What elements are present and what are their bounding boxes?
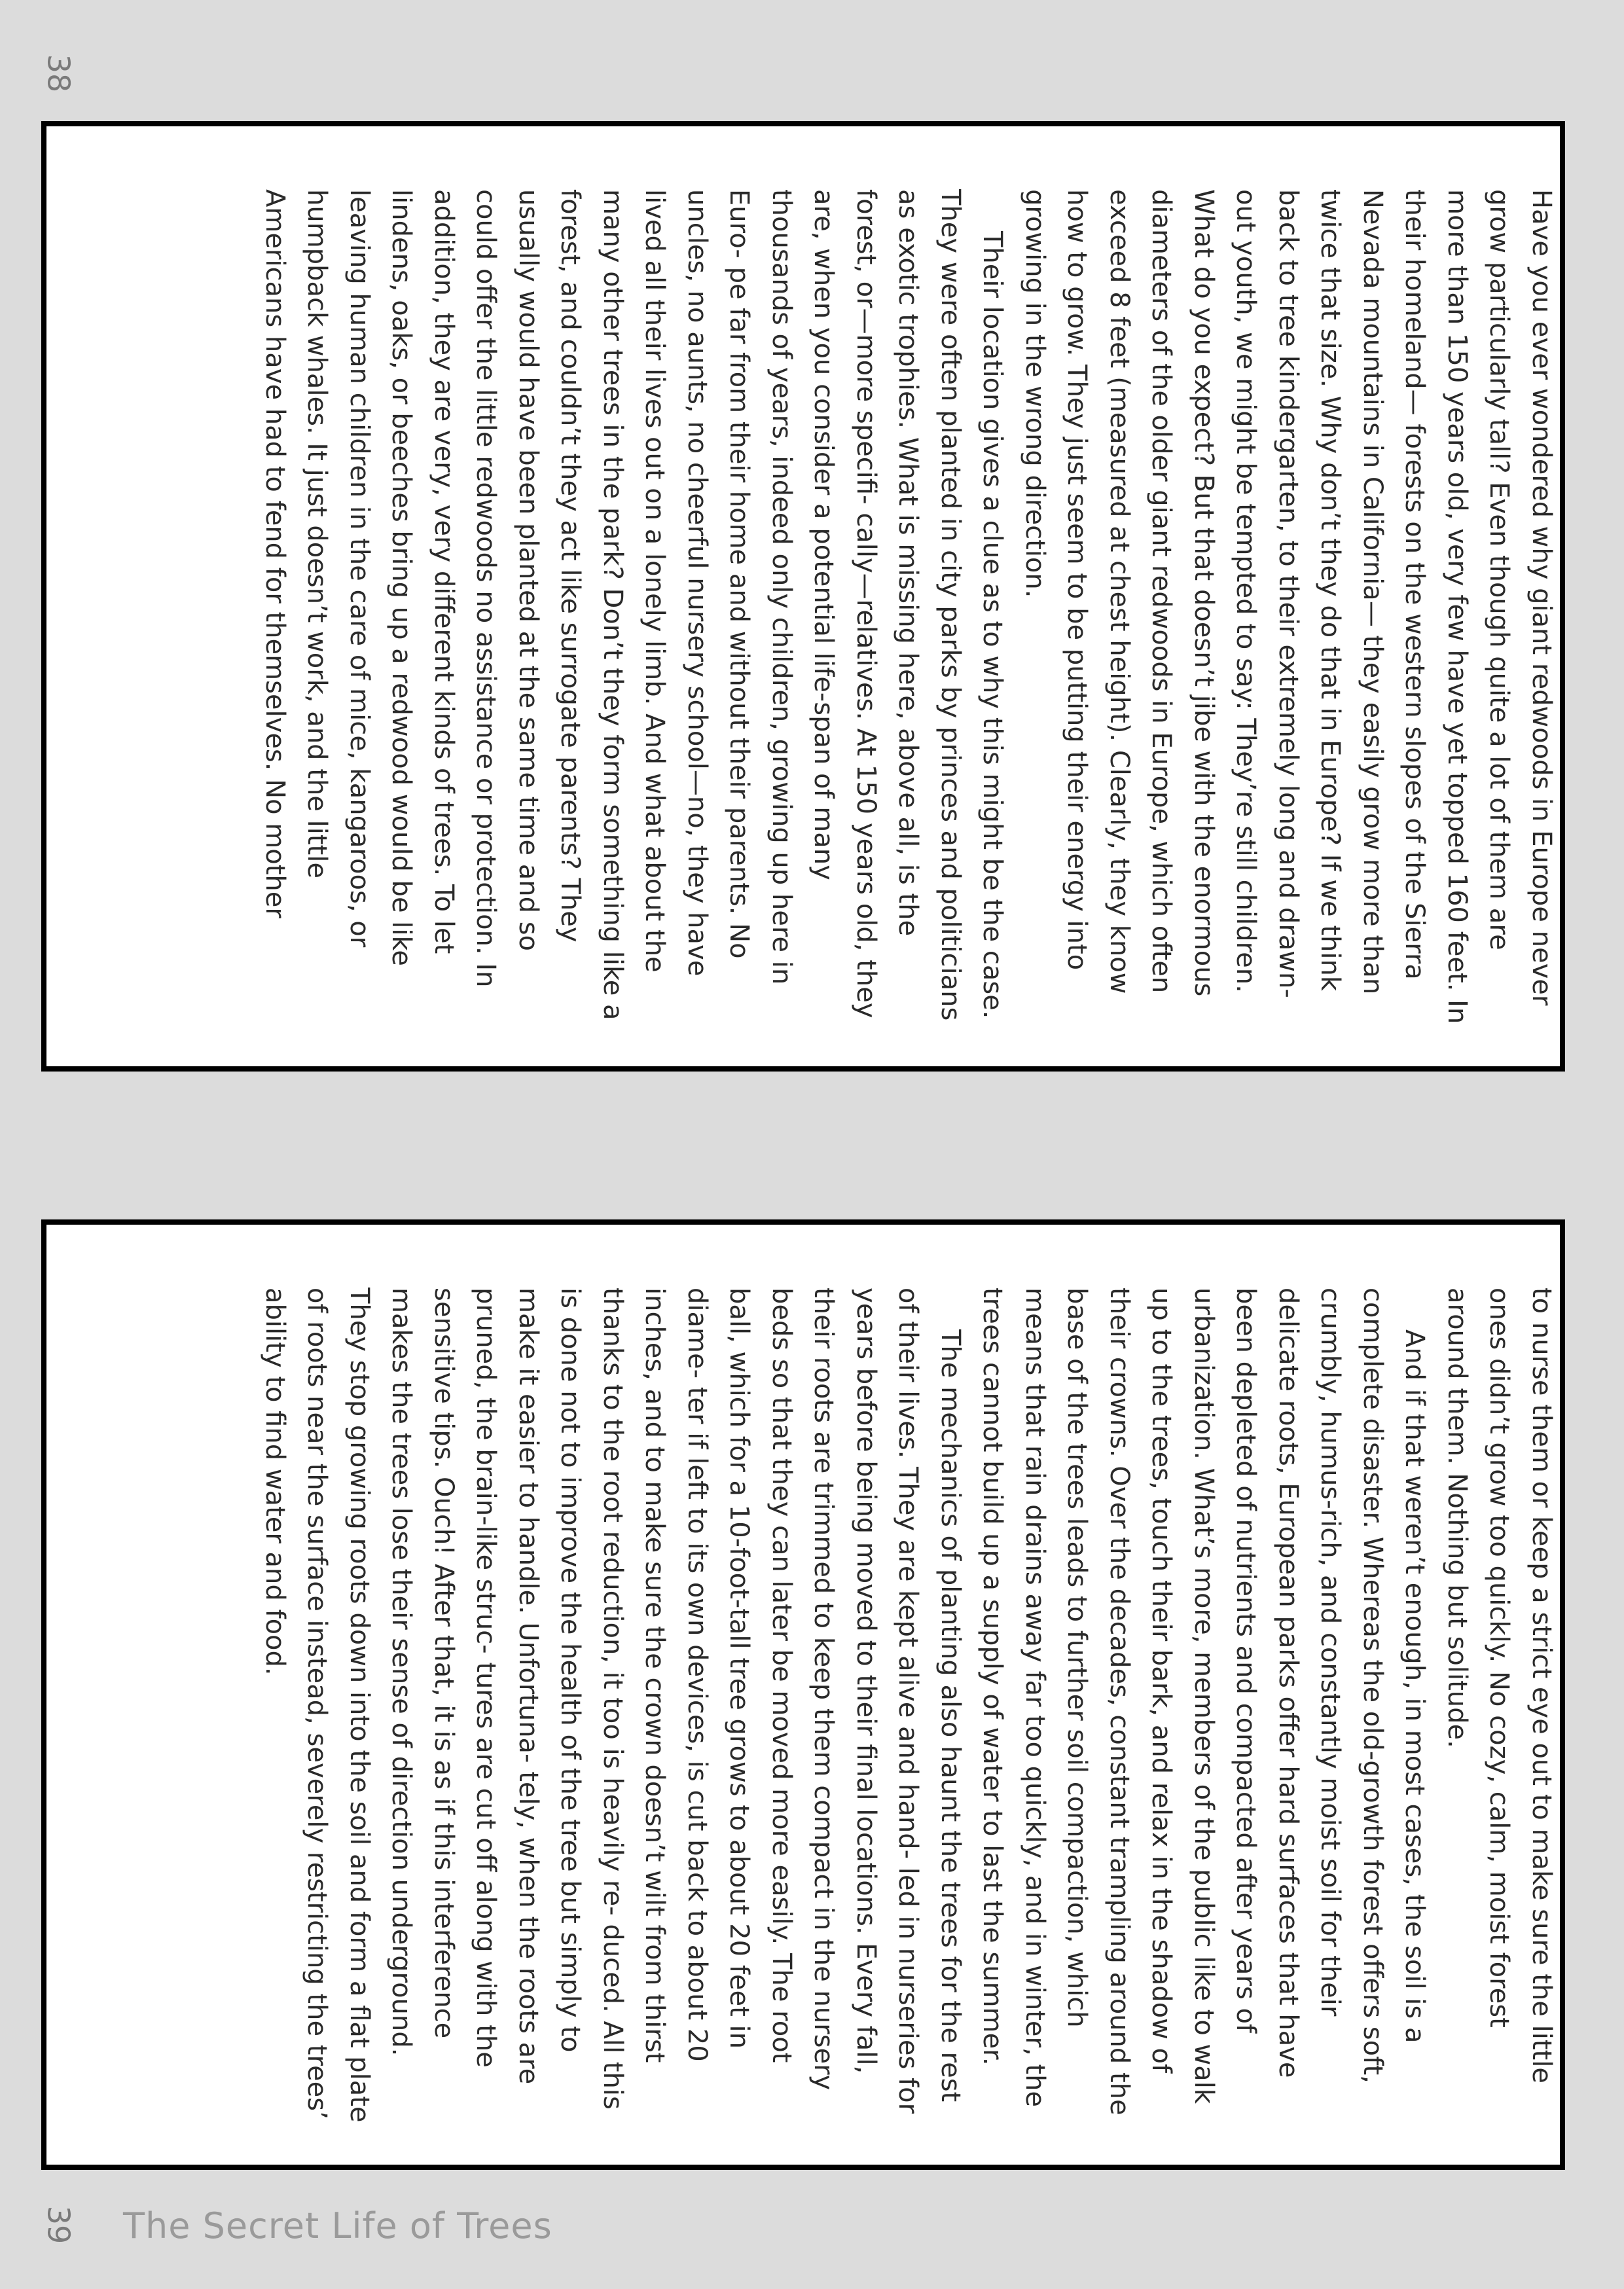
text-line: like surrogate parents? They usually would have been [513,189,586,943]
text-line: little ones didn’t grow too quickly. No cozy, calm, moist [1484,1288,1557,2083]
text-line: growing roots down into the soil and form a flat plate [344,1424,374,2123]
text-line: consider a potential life-span of many thousands of [767,189,839,880]
text-line: think back to tree kindergarten, to their extremely long [1273,189,1346,992]
text-line: tely, when the roots are pruned, the brain-like struc- [471,1288,543,2085]
page-39-frame [41,1219,1565,2170]
text-line: by princes and politicians as exotic trophies. What is [893,189,965,1021]
text-line: duced. All this is done not to improve the health of the [555,1288,628,2110]
text-line: planted at the same time and so could offer the little [471,189,543,952]
text-line: crowns. Over the decades, constant trampling around [1104,1356,1134,2072]
paragraph [254,1288,972,2123]
text-line: (measured at chest height). Clearly, they know how to [1062,189,1134,994]
text-line: and compacted after years of urbanization. What’s [1189,1288,1261,2033]
text-line: quite a lot of them are more than 150 years old, very [1442,189,1515,950]
running-title: The Secret Life of Trees [123,2205,552,2246]
text-line: for the rest of their lives. They are kept alive and hand- [893,1288,965,2102]
page-39-text [149,1288,1562,2123]
text-line: After that, it is as if this interference makes the trees [386,1288,459,2039]
text-line: inches, and to make sure the crown doesn’t wilt from [640,1288,670,1994]
text-line: hard surfaces that have been depleted of nutrients [1231,1288,1303,2078]
text-line: years, indeed only children, growing up here in Euro- [724,189,797,985]
paragraph [971,1288,1436,2123]
text-line: or humpback whales. It just doesn’t work, and the little [302,189,374,948]
page-38-frame [41,121,1565,1072]
text-line: ter if left to its own devices, is cut back to about 20 [682,1386,712,2062]
text-line: form something like a forest, and couldn’t they act [555,189,628,1020]
text-line: uncles, no aunts, no cheerful nursery school—no, they [682,189,712,912]
text-line: oaks, or beeches bring up a redwood would be like [386,300,417,966]
text-line: missing here, above all, is the forest, or—more specifi- [851,189,924,937]
text-line: lose their sense of direction underground. They stop [344,1288,417,2057]
text-line: pe far from their home and without their parents. No [724,266,755,959]
text-line: thirst thanks to the root reduction, it too is heavily re- [598,1288,670,2063]
text-line: growing in the wrong direction. [1020,189,1050,598]
text-line: Americans have had to fend for themselves. No mother [260,189,290,918]
text-line: in winter, the trees cannot build up a supply of water [977,1288,1050,2108]
text-line: And if that weren’t enough, in most cases, the [1399,1329,1430,1946]
text-line: Their location gives a clue as to why this might [977,231,1008,858]
text-line: leaving human children in the care of mice, kangaroos, [344,189,374,921]
text-line: Europe never grow particularly tall? Even though [1484,189,1557,1006]
text-line: cally—relatives. At 150 years old, they are, when you [808,189,881,1018]
text-line: mountains in California— they easily grow more than [1358,297,1388,995]
page-number-bottom: 39 [41,2205,77,2244]
page-38-text [149,189,1562,1024]
text-line: be the case. They were often planted in city parks [935,189,1008,1019]
text-line: doesn’t jibe with the enormous diameters of the older [1146,189,1219,997]
text-line: giant redwoods in Europe, which often exceed 8 feet [1104,189,1177,994]
text-line: moist soil for their delicate roots, European parks offer [1273,1288,1346,2017]
text-line: redwoods no assistance or protection. In addition, they [429,189,501,988]
text-line: of roots near the surface instead, severely restricting [302,1288,333,1994]
text-line: about the many other trees in the park? Don’t they [598,189,670,973]
paragraph [1014,189,1563,1024]
text-line: more, members of the public like to walk up to the [1146,1288,1219,2104]
text-line: tree but simply to make it easier to handle. Unfortuna- [513,1288,586,2053]
text-line: to nurse them or keep a strict eye out to make sure the [1526,1288,1557,2025]
text-line: The mechanics of planting also haunt the trees [935,1329,965,1956]
text-line: tures are cut off along with the sensitive tips. Ouch! [429,1288,501,2068]
text-line: They’re still children. What do you expect? But that [1189,189,1261,993]
text-line: the trees’ ability to find water and food. [260,1288,333,2119]
text-line: which means that rain drains away far too quickly, and [1020,1288,1092,2028]
text-line: Have you ever wondered why giant redwoods in [1526,189,1557,831]
text-line: forest offers soft, crumbly, humus-rich, and constantly [1315,1288,1388,2083]
text-line: twice that size. Why don’t they do that in Europe? If we [1315,189,1346,926]
text-line: have lived all their lives out on a lonely limb. And what [640,189,712,977]
text-line: soil is a complete disaster. Whereas the old-growth [1358,1288,1430,2044]
text-line: the base of the trees leads to further soil compaction, [1062,1288,1134,2116]
text-line: are very, very different kinds of trees. To let lindens, [386,189,459,954]
text-line: grow. They just seem to be putting their energy into [1062,286,1092,971]
text-line: to last the summer. [977,1810,1008,2066]
text-line: led in nurseries for years before being moved to their [851,1288,924,2114]
text-line: can later be moved more easily. The root ball, which [724,1288,797,2063]
paragraph [1436,1288,1563,2123]
page-number-top: 38 [41,54,77,93]
text-line: final locations. Every fall, their roots are trimmed to [808,1288,881,2074]
text-line: few have yet topped 160 feet. In their homeland— [1399,189,1472,1024]
text-line: trees, touch their bark, and relax in the shadow of their [1104,1288,1177,2074]
paragraph [254,189,1014,1024]
text-line: forest around them. Nothing but solitude. [1442,1288,1515,2028]
text-line: for a 10-foot-tall tree grows to about 20 feet in diame- [682,1288,755,2049]
text-line: and drawn-out youth, we might be tempted to say: [1231,189,1303,998]
text-line: keep them compact in the nursery beds so that they [767,1288,839,2091]
text-line: forests on the western slopes of the Sierra Nevada [1358,189,1430,980]
